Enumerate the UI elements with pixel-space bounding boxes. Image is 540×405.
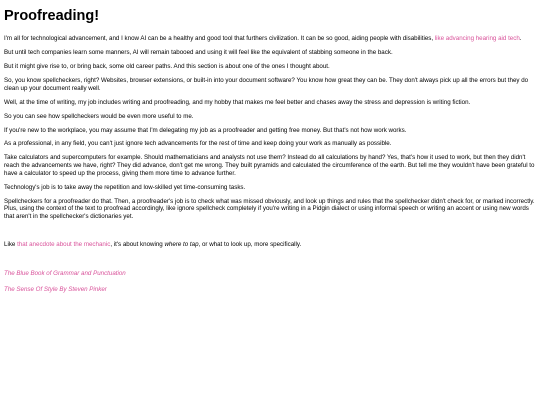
paragraph-12-emphasis: where to tap — [164, 240, 199, 248]
paragraph-12-before: Like — [4, 240, 18, 248]
references — [4, 270, 536, 293]
sense-of-style-link[interactable]: The Sense Of Style By Steven Pinker — [4, 285, 107, 293]
paragraph-10: Technology's job is to take away the repetition and low-skilled yet time-consuming tasks. — [4, 183, 246, 191]
paragraph-12-after: , or what to look up, more specifically. — [198, 240, 302, 248]
paragraph-1 — [4, 35, 536, 43]
paragraph-5: Well, at the time of writing, my job includes writing and proofreading, and my hobby that makes me feel better and chases away the stress and depression is writing fiction. — [4, 98, 471, 106]
paragraph-9: Take calculators and supercomputers for example. Should mathematicians and analysts not use them? Instead do all calculations by hand? Yes, that's how it used to work, but then they didn't reach the advancements we have, right? They did advance, don't get me wrong. They built pyramids and calculated the circumference of the earth. But tell me they wouldn't have been grateful to have a calculator to speed up the process, giving them more time to advance further. — [4, 154, 535, 177]
paragraph-2: But until tech companies learn some manners, AI will remain tabooed and using it will feel like the equivalent of stabbing someone in the back. — [4, 48, 393, 56]
paragraph-11: Spellcheckers for a proofreader do that. Then, a proofreader's job is to check what was missed obviously, and look up things and rules that the spellchecker didn't check for, or marked incorrectly. Plus, using the context of the text to proofread accordingly, like ignore spellcheck completely if you're writing in a Pidgin dialect or using informal speech or writing an accent or using new words that aren't in the spellchecker's dictionaries yet. — [4, 197, 535, 220]
reference-item — [4, 286, 536, 294]
page-title: Proofreading! — [4, 8, 100, 24]
mechanic-anecdote-link[interactable]: that anecdote about the mechanic — [17, 240, 111, 248]
paragraph-7: If you're new to the workplace, you may assume that I'm delegating my job as a proofreader and getting free money. But that's not how work works. — [4, 126, 407, 134]
paragraph-12 — [4, 241, 536, 249]
paragraph-3: But it might give rise to, or bring back, some old career paths. And this section is about one of the ones I thought about. — [4, 62, 330, 70]
paragraph-1-end: . — [519, 35, 522, 42]
paragraph-1-text: I'm all for technological advancement, and I know AI can be a healthy and good tool that furthers civilization. It can be so good, aiding people with disabilities, — [4, 35, 435, 42]
hearing-aid-link[interactable]: like advancing hearing aid tech — [434, 35, 520, 42]
blue-book-link[interactable]: The Blue Book of Grammar and Punctuation — [4, 270, 126, 278]
paragraph-8: As a professional, in any field, you can't just ignore tech advancements for the rest of time and keep doing your work as manually as possible. — [4, 140, 392, 148]
reference-item — [4, 270, 536, 278]
paragraph-6: So you can see how spellcheckers would be even more useful to me. — [4, 112, 194, 120]
paragraph-4: So, you know spellcheckers, right? Websites, browser extensions, or built-in into your document software? You know how great they can be. They don't always pick up all the errors but they do clean up your document really well. — [4, 76, 529, 92]
paragraph-12-middle: , it's about knowing — [110, 240, 165, 248]
spacer — [4, 227, 536, 241]
